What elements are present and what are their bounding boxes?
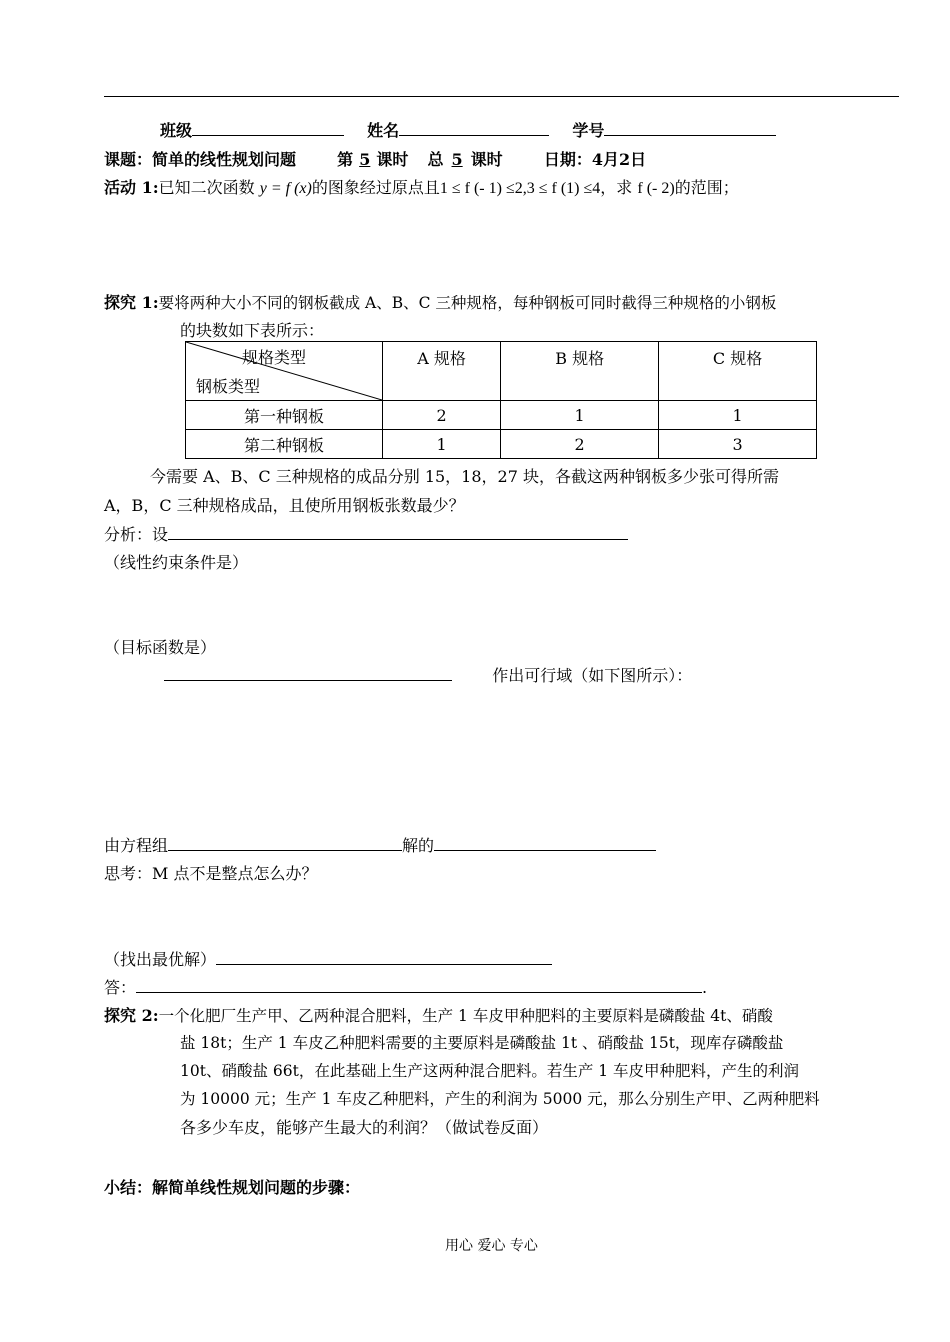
row-name: 第二种钢板 (186, 430, 383, 459)
steel-spec-table (185, 341, 817, 459)
activity-1-text-c: ，求 (600, 178, 633, 197)
solve-label: 解的 (402, 836, 435, 855)
col-header-a: A 规格 (383, 342, 501, 401)
cell-value: 1 (383, 430, 501, 459)
col-header-c: C 规格 (659, 342, 817, 401)
activity-1-text-d: 的范围； (674, 178, 739, 197)
explore-2-label: 探究 2: (104, 1006, 159, 1025)
optimal-label: （找出最优解） (104, 950, 217, 969)
explore-1-label: 探究 1: (104, 293, 159, 312)
equation-label: 由方程组 (104, 836, 169, 855)
constraint-label: （线性约束条件是） (104, 553, 249, 572)
optimal-row (104, 947, 552, 970)
total-prefix: 总 (427, 150, 444, 169)
analysis-label: 分析：设 (104, 525, 169, 544)
explore-2-line-5: 各多少车皮，能够产生最大的利润？（做试卷反面） (180, 1118, 549, 1137)
equation-blank[interactable] (168, 836, 402, 851)
objective-label: （目标函数是） (104, 638, 217, 657)
objective-blank[interactable] (164, 666, 452, 681)
corner-bottom-label: 钢板类型 (196, 377, 261, 396)
formula-y-fx: y = f (x) (259, 180, 312, 197)
lesson-prefix: 第 (337, 150, 354, 169)
table-row (186, 430, 817, 459)
name-label: 姓名 (367, 121, 400, 140)
analysis-row (104, 522, 628, 545)
solution-blank[interactable] (434, 836, 656, 851)
table-corner-cell (186, 342, 383, 401)
summary-heading: 小结：解简单线性规划问题的步骤： (104, 1178, 361, 1197)
think-text: 思考：M 点不是整点怎么办？ (104, 864, 318, 883)
explore-1-line-1 (104, 290, 776, 313)
name-blank[interactable] (399, 121, 549, 136)
explore-1-line-2: 的块数如下表所示： (180, 321, 325, 340)
activity-1-text-a: 已知二次函数 (158, 178, 255, 197)
answer-period: . (702, 978, 708, 997)
lesson-suffix: 课时 (376, 150, 409, 169)
top-rule (104, 96, 899, 97)
feasible-region-text: 作出可行域（如下图所示）： (492, 666, 693, 685)
id-blank[interactable] (604, 121, 776, 136)
equation-row (104, 833, 656, 856)
header-info-row (160, 118, 776, 141)
analysis-blank[interactable] (168, 525, 628, 540)
explore-2-text: 一个化肥厂生产甲、乙两种混合肥料，生产 1 车皮甲种肥料的主要原料是磷酸盐 4t、硝酸 (158, 1007, 773, 1025)
date: 日期：4月2日 (543, 150, 647, 169)
activity-1-text-b: 的图象经过原点且 (311, 178, 440, 197)
explore-2-line-4: 为 10000 元；生产 1 车皮乙种肥料，产生的利润为 5000 元，那么分别生产甲、乙两种肥料 (180, 1090, 820, 1108)
class-blank[interactable] (192, 121, 344, 136)
corner-top-label: 规格类型 (242, 348, 307, 367)
explore-2-line-2: 盐 18t；生产 1 车皮乙种肥料需要的主要原料是磷酸盐 1t 、硝酸盐 15t，现库存磷酸盐 (180, 1034, 784, 1052)
col-header-b: B 规格 (501, 342, 659, 401)
explore-1-text: 要将两种大小不同的钢板截成 A、B、C 三种规格，每种钢板可同时截得三种规格的小钢板 (158, 294, 777, 312)
answer-blank[interactable] (136, 978, 702, 993)
cell-value: 1 (659, 401, 817, 430)
explore-1-para-1: 今需要 A、B、C 三种规格的成品分别 15，18，27 块，各截这两种钢板多少张可得所需 (150, 467, 779, 486)
id-label: 学号 (572, 121, 605, 140)
activity-1-label: 活动 1: (104, 178, 159, 197)
total-number: 5 (451, 150, 463, 169)
footer-motto: 用心 爱心 专心 (445, 1238, 538, 1254)
cell-value: 2 (501, 430, 659, 459)
optimal-blank[interactable] (216, 950, 552, 965)
topic-row (104, 147, 646, 170)
cell-value: 3 (659, 430, 817, 459)
class-label: 班级 (160, 121, 193, 140)
activity-1 (104, 175, 739, 198)
lesson-number: 5 (359, 150, 371, 169)
explore-2-line-3: 10t、硝酸盐 66t，在此基础上生产这两种混合肥料。若生产 1 车皮甲种肥料，产生的利润 (180, 1062, 800, 1080)
row-name: 第一种钢板 (186, 401, 383, 430)
table-row (186, 401, 817, 430)
topic-title: 课题：简单的线性规划问题 (104, 150, 297, 169)
answer-row (104, 975, 707, 998)
cell-value: 2 (383, 401, 501, 430)
answer-label: 答： (104, 978, 137, 997)
explore-1-para-2: A，B，C 三种规格成品，且使所用钢板张数最少？ (104, 496, 465, 515)
formula-range: 1 ≤ f (- 1) ≤2,3 ≤ f (1) ≤4 (439, 180, 601, 197)
total-suffix: 课时 (470, 150, 503, 169)
formula-f-minus-2: f (- 2) (637, 180, 675, 197)
objective-row (164, 663, 692, 686)
explore-2-line-1 (104, 1003, 773, 1026)
cell-value: 1 (501, 401, 659, 430)
